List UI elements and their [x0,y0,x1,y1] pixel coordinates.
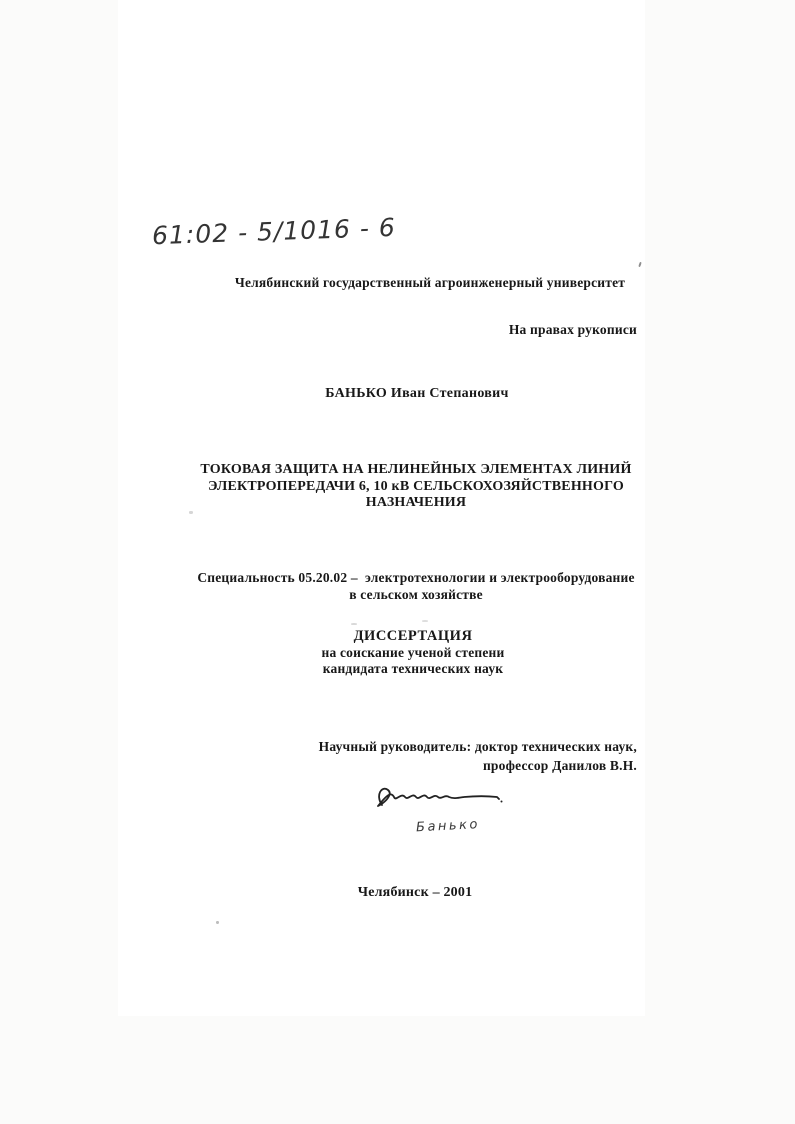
university-name: Челябинский государственный агроинженерный университет [234,275,626,290]
specialty-line1: Специальность 05.20.02 – электротехнологии и электрооборудование [197,570,635,585]
supervisor-block [287,738,637,775]
signature-pen-dot [501,801,503,803]
supervisor-line1: Научный руководитель: доктор технических наук, [318,739,637,754]
dissertation-title-line3: НАЗНАЧЕНИЯ [365,495,467,510]
dissertation-degree-line1: на соискание ученой степени [321,644,505,660]
signature-flourish [378,789,499,806]
author-name: БАНЬКО Иван Степанович [325,386,509,401]
scan-speck [189,511,193,514]
specialty-line2: в сельском хозяйстве [349,586,483,602]
scan-speck [422,620,428,622]
dissertation-title [172,462,660,512]
city-year: Челябинск – 2001 [357,885,473,900]
scan-speck [351,623,357,625]
specialty-block [163,570,669,603]
dissertation-heading: ДИССЕРТАЦИЯ [353,628,473,644]
scan-speck [216,921,219,924]
signature-name: Банько [415,817,481,836]
handwritten-signature [358,783,516,845]
manuscript-rights-note: На правах рукописи [508,322,637,337]
dissertation-title-line2: ЭЛЕКТРОПЕРЕДАЧИ 6, 10 кВ СЕЛЬСКОХОЗЯЙСТВЕННОГО [208,478,624,494]
dissertation-degree-line2: кандидата технических наук [322,661,504,676]
dissertation-degree-block [185,628,641,678]
dissertation-title-line1: ТОКОВАЯ ЗАЩИТА НА НЕЛИНЕЙНЫХ ЭЛЕМЕНТАХ ЛИНИЙ [200,462,632,477]
supervisor-line2: профессор Данилов В.Н. [482,757,637,773]
handwritten-catalog-number: 61:02 - 5/1016 - 6 [151,212,397,251]
